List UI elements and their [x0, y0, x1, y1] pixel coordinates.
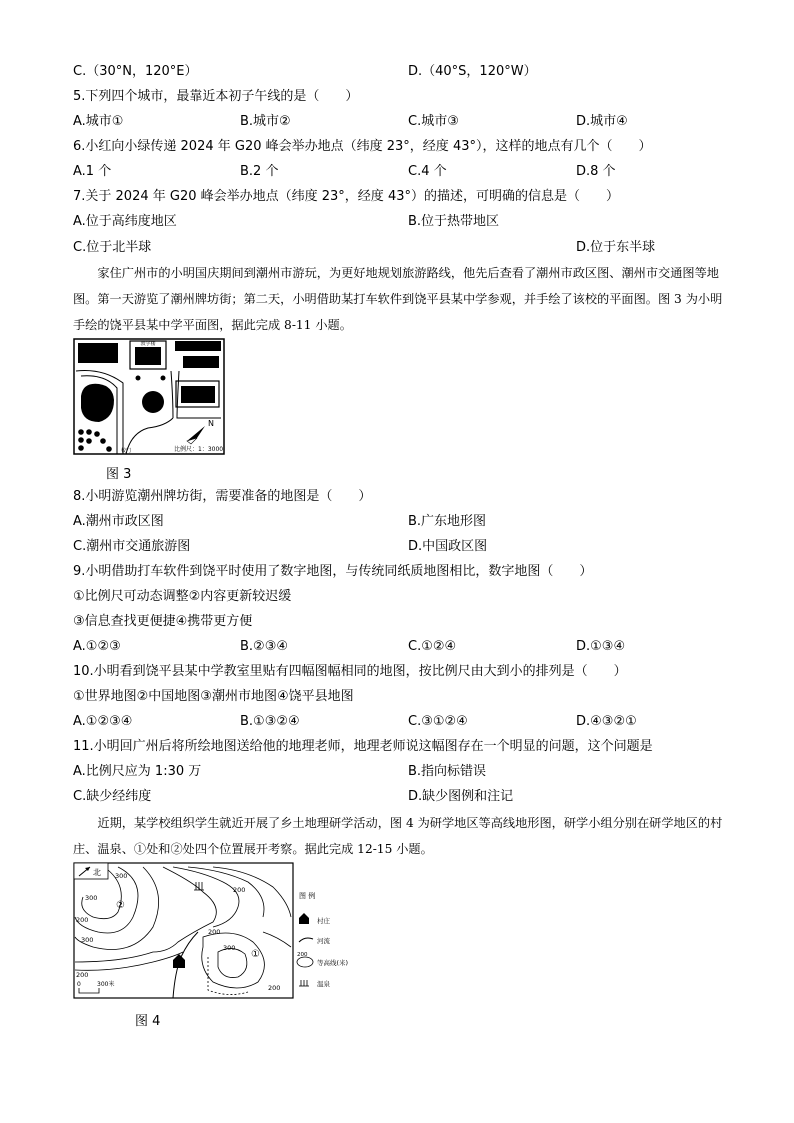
north-label: N [208, 419, 214, 428]
q6-options-row [73, 163, 733, 181]
q5-option-c: C.城市③ [408, 114, 459, 129]
q5-option-a: A.城市① [73, 114, 124, 129]
legend-contour: 等高线(米) [317, 959, 349, 967]
contour-label: 200 [76, 971, 89, 979]
q8-option-a: A.潮州市政区图 [73, 514, 164, 529]
figure-4-contour-map [73, 862, 368, 1002]
point-1: ① [251, 949, 260, 960]
map-legend [297, 891, 348, 988]
figure-4-caption: 图 4 [135, 1014, 161, 1029]
contour-label: 200 [76, 916, 89, 924]
building-top-left [78, 343, 118, 363]
q6-stem: 6.小红向小绿传递 2024 年 G20 峰会举办地点（纬度 23°，经度 43°），这样的地点有几个（ ） [73, 139, 652, 154]
q6-option-d: D.8 个 [576, 164, 616, 179]
building-label: 教学楼 [140, 341, 156, 347]
q11-stem: 11.小明回广州后将所绘地图送给他的地理老师，地理老师说这幅图存在一个明显的问题，这个问题是 [73, 739, 653, 754]
q10-items: ①世界地图②中国地图③潮州市地图④饶平县地图 [73, 689, 354, 704]
q10-option-d: D.④③②① [576, 714, 637, 729]
passage-1 [73, 260, 733, 338]
contour-label: 200 [208, 928, 221, 936]
q8-option-c: C.潮州市交通旅游图 [73, 539, 191, 554]
contour-label: 200 [233, 886, 246, 894]
q6-option-a: A.1 个 [73, 164, 112, 179]
passage-2 [73, 810, 733, 862]
round-plaza [142, 391, 164, 413]
scale-label: 比例尺：1：3000 [174, 446, 224, 453]
q7-options-row-2 [73, 239, 733, 257]
q8-options-row-1 [73, 513, 733, 531]
q9-options-row [73, 638, 733, 656]
building-right [181, 386, 215, 403]
map-north-label: 北 [93, 868, 101, 877]
q11-option-b: B.指向标错误 [408, 764, 487, 779]
q7-option-c: C.位于北半球 [73, 240, 152, 255]
q5-option-b: B.城市② [240, 114, 291, 129]
q9-option-c: C.①②④ [408, 639, 457, 654]
q6-option-b: B.2 个 [240, 164, 279, 179]
q4-option-d: D.（40°S，120°W） [408, 64, 537, 79]
legend-hot-spring: 温泉 [317, 980, 330, 988]
q5-options-row [73, 113, 733, 131]
contour-label: 300 [81, 936, 94, 944]
figure-3-school-plan [73, 338, 225, 458]
building-top-right-2 [183, 356, 219, 368]
q8-options-row-2 [73, 538, 733, 556]
figure-3-caption: 图 3 [106, 467, 132, 482]
q9-items-1: ①比例尺可动态调整②内容更新较迟缓 [73, 589, 292, 604]
q5-stem: 5.下列四个城市，最靠近本初子午线的是（ ） [73, 89, 359, 104]
point-2: ② [116, 900, 125, 911]
q4-option-c: C.（30°N，120°E） [73, 64, 198, 79]
legend-contour-sample: 200 [297, 952, 308, 958]
q5-option-d: D.城市④ [576, 114, 628, 129]
contour-label: 300 [85, 894, 98, 902]
contour-label: 200 [268, 984, 281, 992]
q6-option-c: C.4 个 [408, 164, 447, 179]
q9-stem: 9.小明借助打车软件到饶平时使用了数字地图，与传统同纸质地图相比，数字地图（ ） [73, 564, 593, 579]
q11-option-d: D.缺少图例和注记 [408, 789, 514, 804]
q10-option-b: B.①③②④ [240, 714, 300, 729]
legend-contour-icon [297, 957, 313, 967]
q4-options-row [73, 63, 733, 81]
contour-label: 300 [115, 872, 128, 880]
q11-options-row-1 [73, 763, 733, 781]
q11-options-row-2 [73, 788, 733, 806]
q7-option-a: A.位于高纬度地区 [73, 214, 177, 229]
passage-2-text: 近期，某学校组织学生就近开展了乡土地理研学活动，图 4 为研学地区等高线地形图，研学小组分别在研学地区的村庄、温泉、①处和②处四个位置展开考察。据此完成 12-15 小题。 [73, 816, 723, 856]
scale-zero: 0 [77, 981, 81, 988]
q9-items-2: ③信息查找更便捷④携带更方便 [73, 614, 253, 629]
q8-stem: 8.小明游览潮州牌坊街，需要准备的地图是（ ） [73, 489, 372, 504]
q11-option-a: A.比例尺应为 1:30 万 [73, 764, 202, 779]
passage-1-text: 家住广州市的小明国庆期间到潮州市游玩，为更好地规划旅游路线，他先后查看了潮州市政区图、潮州市交通图等地图。第一天游览了潮州牌坊街；第二天，小明借助某打车软件到饶平县某中学参观，并手绘了该校的平面图。图 3 为小明手绘的饶平县某中学平面图，据此完成 8-11 小题。 [73, 266, 723, 332]
q9-option-b: B.②③④ [240, 639, 289, 654]
q9-option-d: D.①③④ [576, 639, 626, 654]
q10-option-c: C.③①②④ [408, 714, 468, 729]
q11-option-c: C.缺少经纬度 [73, 789, 152, 804]
q9-option-a: A.①②③ [73, 639, 121, 654]
q7-option-b: B.位于热带地区 [408, 214, 500, 229]
q10-options-row [73, 713, 733, 731]
q10-option-a: A.①②③④ [73, 714, 133, 729]
q10-stem: 10.小明看到饶平县某中学教室里贴有四幅图幅相同的地图，按比例尺由大到小的排列是（ ） [73, 664, 627, 679]
building-top-center [135, 347, 161, 365]
gate-label: 校门 [121, 448, 132, 454]
q7-options-row-1 [73, 213, 733, 231]
legend-river-icon [299, 938, 313, 942]
legend-river: 河流 [317, 937, 330, 945]
legend-village-icon [299, 913, 309, 924]
legend-title: 图 例 [299, 892, 316, 900]
q7-stem: 7.关于 2024 年 G20 峰会举办地点（纬度 23°，经度 43°）的描述，可明确的信息是（ ） [73, 189, 619, 204]
legend-village: 村庄 [317, 917, 330, 925]
legend-hot-spring-icon [299, 980, 309, 986]
building-top-right-1 [175, 341, 221, 351]
q8-option-d: D.中国政区图 [408, 539, 488, 554]
q7-option-d: D.位于东半球 [576, 240, 656, 255]
map-scale-label: 300米 [97, 981, 115, 988]
q8-option-b: B.广东地形图 [408, 514, 487, 529]
contour-label: 300 [223, 944, 236, 952]
